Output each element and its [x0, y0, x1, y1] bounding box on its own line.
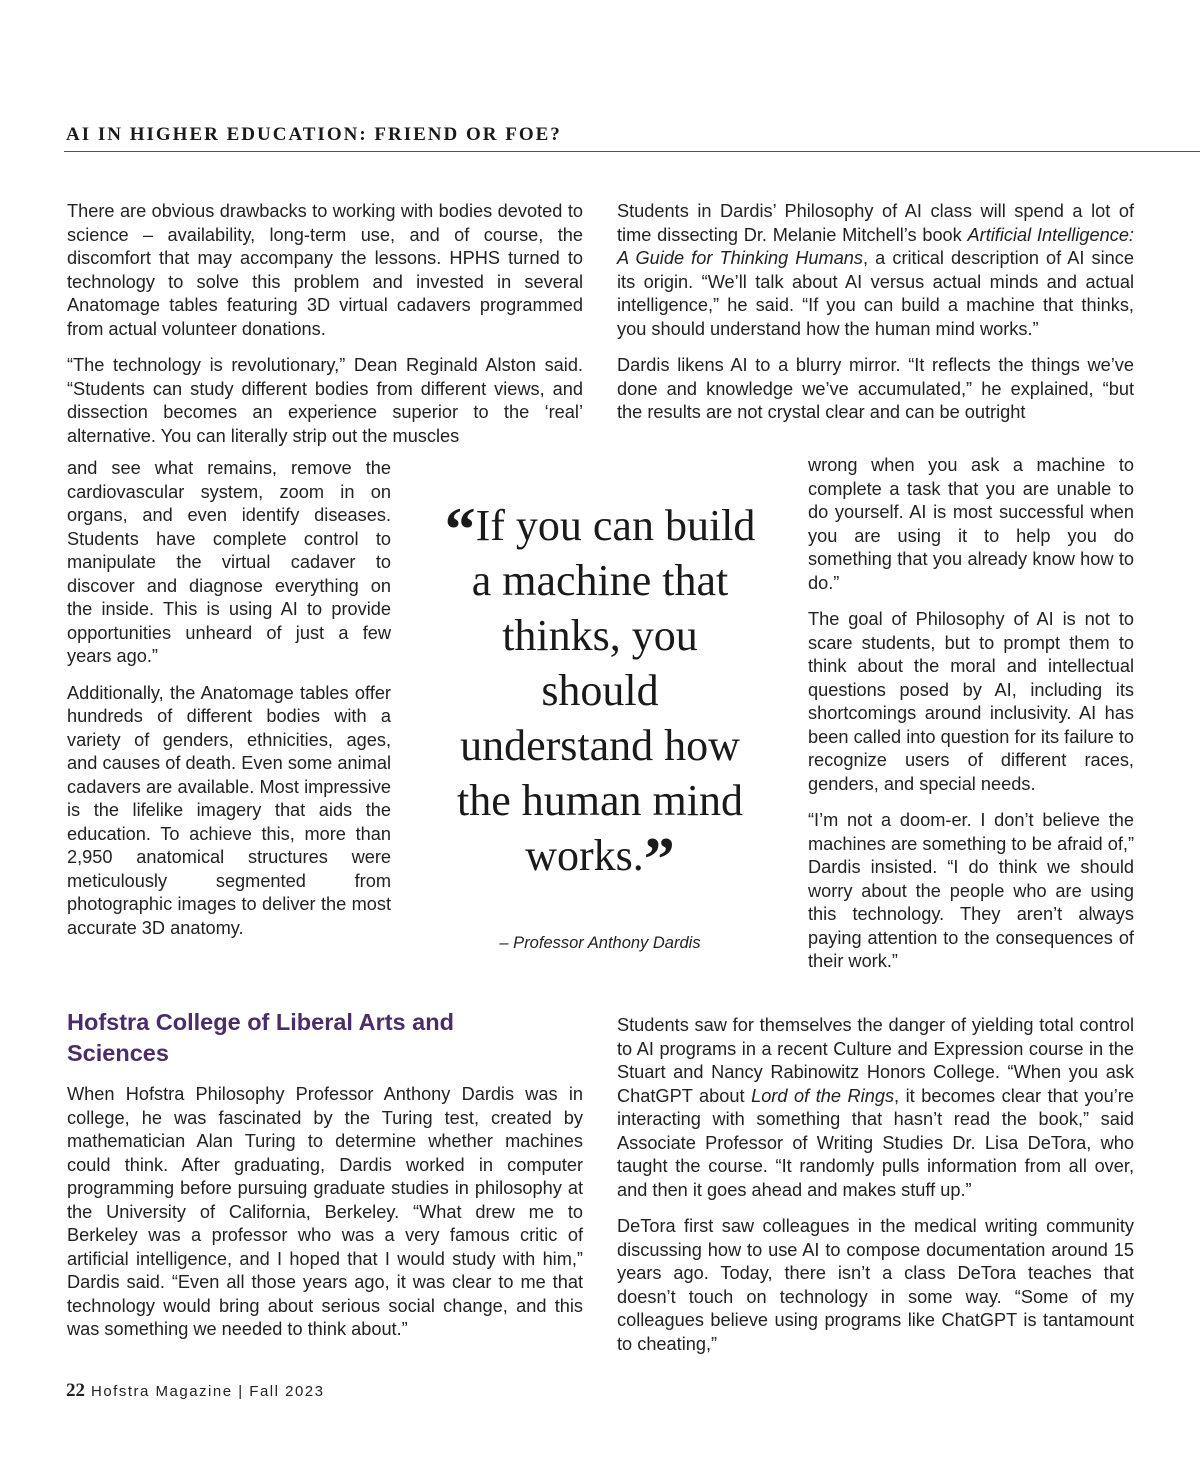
section-header-title: AI IN HIGHER EDUCATION: FRIEND OR FOE? [66, 124, 562, 145]
page-number: 22 [66, 1380, 85, 1401]
header-rule [64, 151, 1200, 152]
left-column [67, 200, 583, 461]
pull-quote-text: If you can build a machine that thinks, you should understand how the human mind works. [457, 501, 756, 880]
bottom-left-column [67, 1083, 583, 1355]
detora-paragraph-1-end: , it becomes clear that you’re interacting with something that hasn’t read the book,” said Associate Professor of Writing Studies Dr. Lisa DeTora, who taught the course. “It randomly pulls information from all over, and then it goes ahead and makes stuff up.” [617, 1085, 1134, 1200]
right-column [617, 200, 1134, 438]
bottom-right-column [617, 1014, 1134, 1369]
publication-name: Hofstra Magazine | Fall 2023 [91, 1383, 325, 1400]
page-footer [66, 1380, 325, 1402]
book-title: Artificial Intelligence: A Guide for Thinking Humans [617, 224, 1134, 268]
detora-paragraph-1-start: Students saw for themselves the danger of yielding total control to AI programs in a recent Culture and Expression course in the Stuart and Nancy Rabinowitz Honors College. “When you ask ChatGPT about [617, 1015, 1134, 1106]
detora-paragraph-1 [617, 1014, 1134, 1202]
left-paragraph-1: There are obvious drawbacks to working with bodies devoted to science – availability, long-term use, and of course, the discomfort that may accompany the lessons. HPHS turned to technology to solve this problem and invested in several Anatomage tables featuring 3D virtual cadavers programmed from actual volunteer donations. [67, 201, 583, 339]
left-paragraph-2: “The technology is revolutionary,” Dean Reginald Alston said. “Students can study different bodies from different views, and dissection becomes an experience superior to the ‘real’ alternative. You can literally strip out the muscles [67, 355, 583, 446]
right-narrow-column [808, 454, 1134, 987]
right-paragraph-1 [617, 200, 1134, 341]
right-paragraph-2-continued: wrong when you ask a machine to complete a task that you are unable to do yourself. AI is most successful when you are using it to help you do something that you already know how to do.” [808, 455, 1134, 593]
right-paragraph-2: Dardis likens AI to a blurry mirror. “It reflects the things we’ve done and knowledge we’ve accumulated,” he explained, “but the results are not crystal clear and can be outright [617, 355, 1134, 422]
left-paragraph-2-continued: and see what remains, remove the cardiovascular system, zoom in on organs, and even identify diseases. Students have complete control to manipulate the virtual cadaver to discover and diagnose everything on the inside. This is using AI to provide opportunities unheard of just a few years ago.” [67, 458, 391, 666]
right-paragraph-3: The goal of Philosophy of AI is not to scare students, but to prompt them to think about the moral and intellectual questions posed by AI, including its shortcomings around inclusivity. AI has been called into question for its failure to recognize users of different races, genders, and special needs. [808, 609, 1134, 794]
left-narrow-column [67, 457, 391, 953]
left-paragraph-3: Additionally, the Anatomage tables offer hundreds of different bodies with a variety of genders, ethnicities, ages, and causes of death. Even some animal cadavers are available. Most impressive is the lifelike imagery that aids the education. To achieve this, more than 2,950 anatomical structures were meticulously segmented from photographic images to deliver the most accurate 3D anatomy. [67, 682, 391, 938]
pull-quote [440, 496, 760, 894]
right-paragraph-4: “I’m not a doom-er. I don’t believe the machines are something to be afraid of,” Dardis insisted. “I do think we should worry about the people who are using this technology. They aren’t always paying attention to the consequences of their work.” [808, 810, 1134, 971]
right-paragraph-1-start: Students in Dardis’ Philosophy of AI class will spend a lot of time dissecting Dr. Melanie Mitchell’s book [617, 201, 1134, 245]
book-title-lotr: Lord of the Rings [751, 1085, 895, 1106]
dardis-paragraph: When Hofstra Philosophy Professor Anthony Dardis was in college, he was fascinated by the Turing test, created by mathematician Alan Turing to determine whether machines could think. After graduating, Dardis worked in computer programming before pursuing graduate studies in philosophy at the University of California, Berkeley. “What drew me to Berkeley was a professor who was a very famous critic of artificial intelligence, and I hoped that I would study with him,” Dardis said. “Even all those years ago, it was clear to me that technology would bring about serious social change, and this was something we needed to think about.” [67, 1084, 583, 1339]
section-subhead: Hofstra College of Liberal Arts and Sciences [67, 1009, 454, 1066]
open-quote-mark: “ [444, 496, 476, 564]
right-paragraph-1-end: , a critical description of AI since its origin. “We’ll talk about AI versus actual minds and actual intelligence,” he said. “If you can build a machine that thinks, you should understand how the human mind works.” [617, 248, 1134, 339]
close-quote-mark: ” [643, 826, 675, 894]
pull-quote-attribution: – Professor Anthony Dardis [499, 934, 701, 952]
detora-paragraph-2: DeTora first saw colleagues in the medical writing community discussing how to use AI to compose documentation around 15 years ago. Today, there isn’t a class DeTora teaches that doesn’t touch on technology in some way. “Some of my colleagues believe using programs like ChatGPT is tantamount to cheating,” [617, 1216, 1134, 1354]
